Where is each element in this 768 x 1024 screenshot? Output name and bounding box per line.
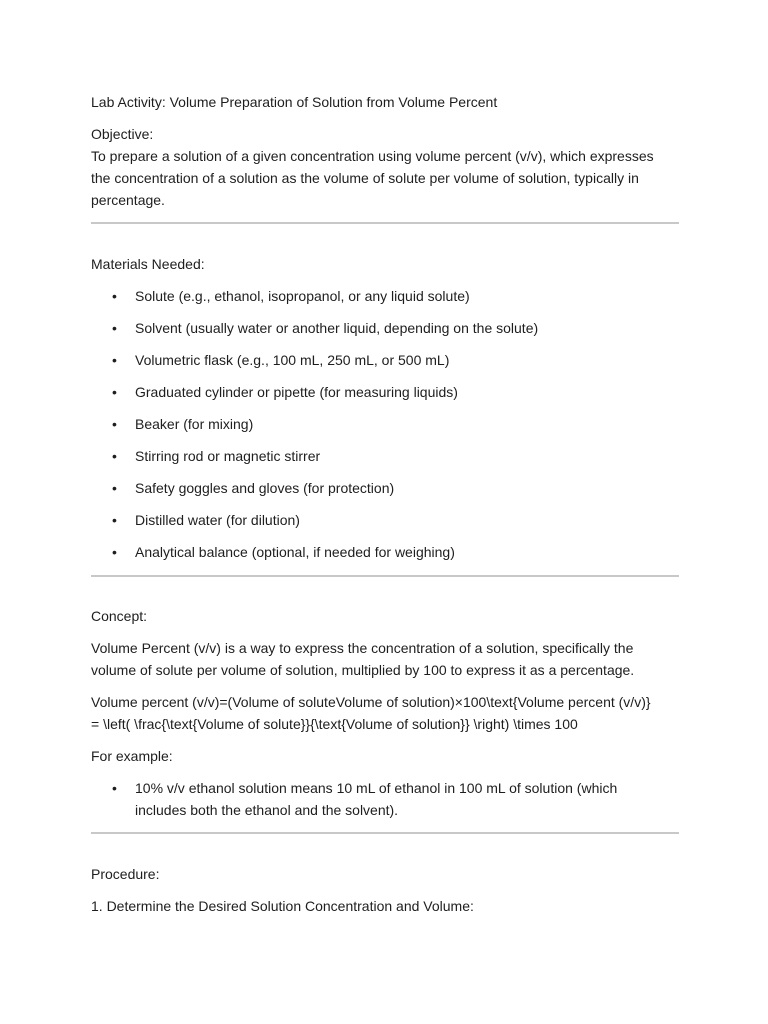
list-item-text: Solute (e.g., ethanol, isopropanol, or any liquid solute) bbox=[135, 288, 470, 304]
materials-heading: Materials Needed: bbox=[91, 256, 205, 272]
concept-paragraph-line: Volume Percent (v/v) is a way to express the concentration of a solution, specifically the bbox=[91, 640, 634, 656]
bullet-icon: • bbox=[112, 320, 117, 336]
objective-text-line: percentage. bbox=[91, 192, 165, 208]
formula-line: = \left( \frac{\text{Volume of solute}}{\text{Volume of solution}} \right) \times 100 bbox=[91, 716, 578, 732]
list-item-text: includes both the ethanol and the solvent). bbox=[135, 802, 399, 818]
list-item-text: Analytical balance (optional, if needed for weighing) bbox=[135, 544, 455, 560]
procedure-step-heading: 1. Determine the Desired Solution Concentration and Volume: bbox=[91, 898, 474, 914]
list-item-text: Beaker (for mixing) bbox=[135, 416, 254, 432]
bullet-icon: • bbox=[112, 416, 117, 432]
objective-heading: Objective: bbox=[91, 126, 154, 142]
bullet-icon: • bbox=[112, 780, 117, 796]
bullet-icon: • bbox=[112, 544, 117, 560]
bullet-icon: • bbox=[112, 384, 117, 400]
formula-line: Volume percent (v/v)=(Volume of soluteVolume of solution)×100\text{Volume percent (v/v)} bbox=[91, 694, 651, 710]
list-item-text: Distilled water (for dilution) bbox=[135, 512, 300, 528]
procedure-heading: Procedure: bbox=[91, 866, 160, 882]
list-item-text: 10% v/v ethanol solution means 10 mL of ethanol in 100 mL of solution (which bbox=[135, 780, 618, 796]
concept-heading: Concept: bbox=[91, 608, 148, 624]
list-item-text: Safety goggles and gloves (for protection) bbox=[135, 480, 395, 496]
bullet-icon: • bbox=[112, 288, 117, 304]
bullet-icon: • bbox=[112, 512, 117, 528]
list-item-text: Stirring rod or magnetic stirrer bbox=[135, 448, 321, 464]
example-heading: For example: bbox=[91, 748, 173, 764]
section-divider bbox=[91, 832, 679, 834]
document-title: Lab Activity: Volume Preparation of Solution from Volume Percent bbox=[91, 94, 498, 110]
section-divider bbox=[91, 222, 679, 224]
objective-text-line: To prepare a solution of a given concentration using volume percent (v/v), which expresses bbox=[91, 148, 654, 164]
bullet-icon: • bbox=[112, 352, 117, 368]
section-divider bbox=[91, 575, 679, 577]
bullet-icon: • bbox=[112, 448, 117, 464]
objective-text-line: the concentration of a solution as the volume of solute per volume of solution, typically in bbox=[91, 170, 639, 186]
concept-paragraph-line: volume of solute per volume of solution, multiplied by 100 to express it as a percentage. bbox=[91, 662, 635, 678]
list-item-text: Solvent (usually water or another liquid, depending on the solute) bbox=[135, 320, 539, 336]
bullet-icon: • bbox=[112, 480, 117, 496]
list-item-text: Graduated cylinder or pipette (for measuring liquids) bbox=[135, 384, 458, 400]
list-item-text: Volumetric flask (e.g., 100 mL, 250 mL, or 500 mL) bbox=[135, 352, 450, 368]
